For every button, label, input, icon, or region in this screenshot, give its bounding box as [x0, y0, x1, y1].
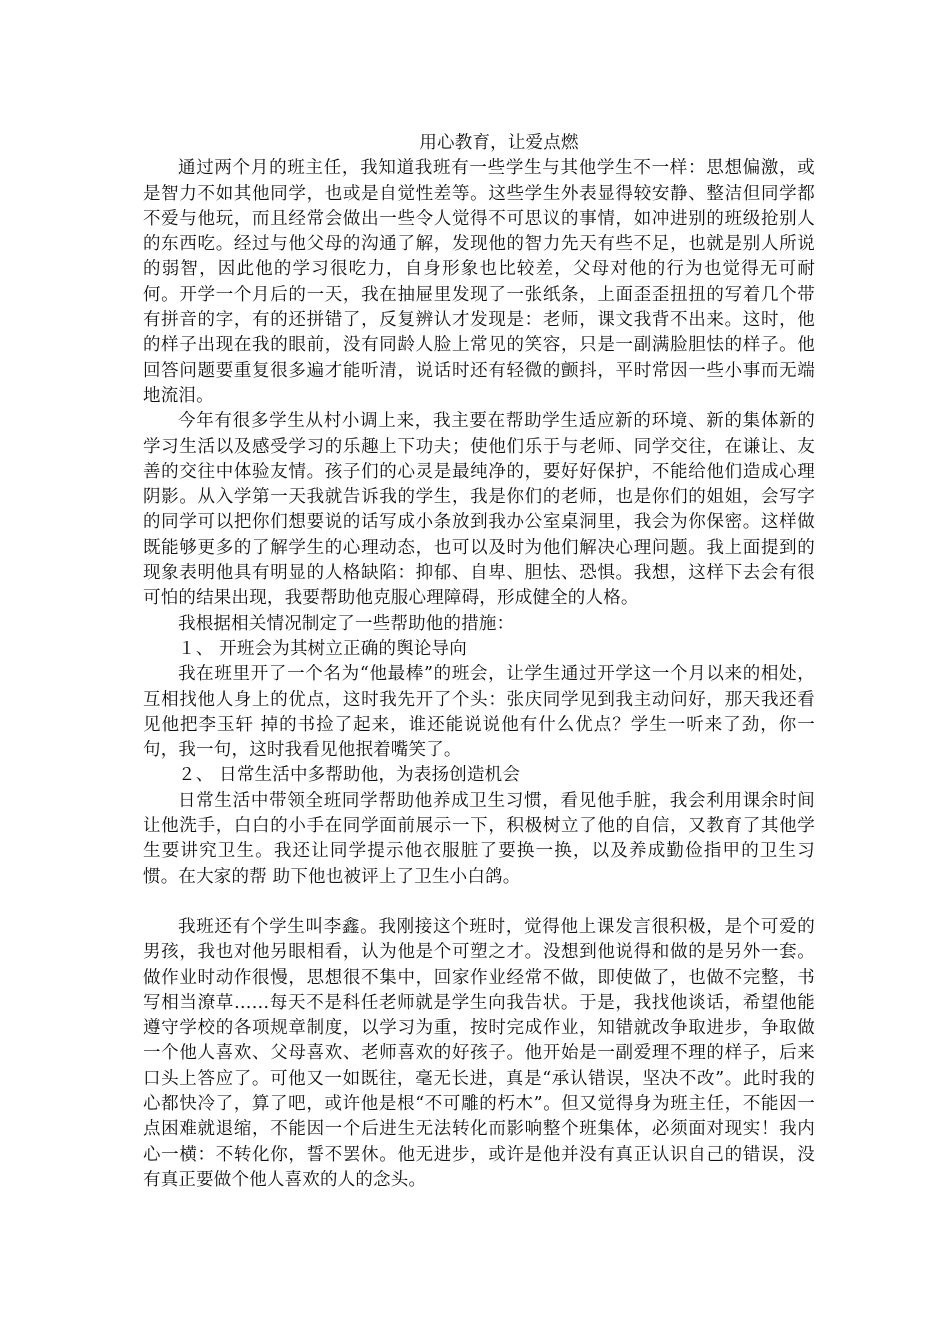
document-body: [143, 131, 815, 1193]
paragraph-spacer: [143, 890, 815, 915]
paragraph-li-xin: 我班还有个学生叫李鑫。我刚接这个班时，觉得他上课发言很积极，是个可爱的男孩，我也对他另眼相看，认为他是个可塑之才。没想到他说得和做的是另外一套。做作业时动作很慢，思想很不集中，回家作业经常不做，即使做了，也做不完整，书写相当潦草……每天不是科任老师就是学生向我告状。于是，我找他谈话，希望他能遵守学校的各项规章制度，以学习为重，按时完成作业，知错就改争取进步，争取做一个他人喜欢、父母喜欢、老师喜欢的好孩子。他开始是一副爱理不理的样子，后来口头上答应了。可他又一如既往，毫无长进，真是“承认错误，坚决不改”。此时我的心都快冷了，算了吧，或许他是根“不可雕的朽木”。但又觉得身为班主任，不能因一点困难就退缩，不能因一个后进生无法转化而影响整个班集体，必须面对现实！我内心一横：不转化你，誓不罢休。他无进步，或许是他并没有真正认识自己的错误，没有真正要做个他人喜欢的人的念头。: [143, 916, 815, 1190]
document-title: 用心教育，让爱点燃: [419, 133, 579, 153]
measure-heading-2: ２、 日常生活中多帮助他，为表扬创造机会: [178, 765, 521, 786]
measure-heading-1: １、 开班会为其树立正确的舆论导向: [178, 638, 467, 659]
paragraph-intro: 通过两个月的班主任，我知道我班有一些学生与其他学生不一样：思想偏激，或是智力不如其他同学，也或是自觉性差等。这些学生外表显得较安静、整洁但同学都不爱与他玩，而且经常会做出一些令人觉得不可思议的事情，如冲进别的班级抢别人的东西吃。经过与他父母的沟通了解，发现他的智力先天有些不足，也就是别人所说的弱智，因此他的学习很吃力，自身形象也比较差，父母对他的行为也觉得无可耐何。开学一个月后的一天，我在抽屉里发现了一张纸条，上面歪歪扭扭的写着几个带有拼音的字，有的还拼错了，反复辨认才发现是：老师，课文我背不出来。这时，他的样子出现在我的眼前，没有同龄人脸上常见的笑容，只是一副满脸胆怯的样子。他回答问题要重复很多遍才能听清，说话时还有轻微的颤抖，平时常因一些小事而无端地流泪。: [143, 158, 815, 406]
paragraph-daily-life: 日常生活中带领全班同学帮助他养成卫生习惯，看见他手脏，我会利用课余时间让他洗手，白白的小手在同学面前展示一下，积极树立了他的自信，又教育了其他学生要讲究卫生。我还让同学提示他衣服脏了要换一换，以及养成勤俭指甲的卫生习惯。在大家的帮 助下他也被评上了卫生小白鸽。: [143, 790, 815, 887]
paragraph-class-meeting: 我在班里开了一个名为“他最棒”的班会，让学生通过开学这一个月以来的相处，互相找他人身上的优点，这时我先开了个头：张庆同学见到我主动问好，那天我还看见他把李玉轩 掉的书捡了起来，谁还能说说他有什么优点？学生一听来了劲，你一句，我一句，这时我看见他抿着嘴笑了。: [143, 664, 815, 761]
paragraph-village-students: 今年有很多学生从村小调上来，我主要在帮助学生适应新的环境、新的集体新的学习生活以及感受学习的乐趣上下功夫；使他们乐于与老师、同学交往，在谦让、友善的交往中体验友情。孩子们的心灵是最纯净的，要好好保护，不能给他们造成心理阴影。从入学第一天我就告诉我的学生，我是你们的老师，也是你们的姐姐，会写字的同学可以把你们想要说的话写成小条放到我办公室桌洞里，我会为你保密。这样做既能够更多的了解学生的心理动态，也可以及时为他们解决心理问题。我上面提到的现象表明他具有明显的人格缺陷：抑郁、自卑、胆怯、恐惧。我想，这样下去会有很可怕的结果出现，我要帮助他克服心理障碍，形成健全的人格。: [143, 411, 815, 609]
paragraph-measures-intro: 我根据相关情况制定了一些帮助他的措施：: [178, 613, 515, 634]
